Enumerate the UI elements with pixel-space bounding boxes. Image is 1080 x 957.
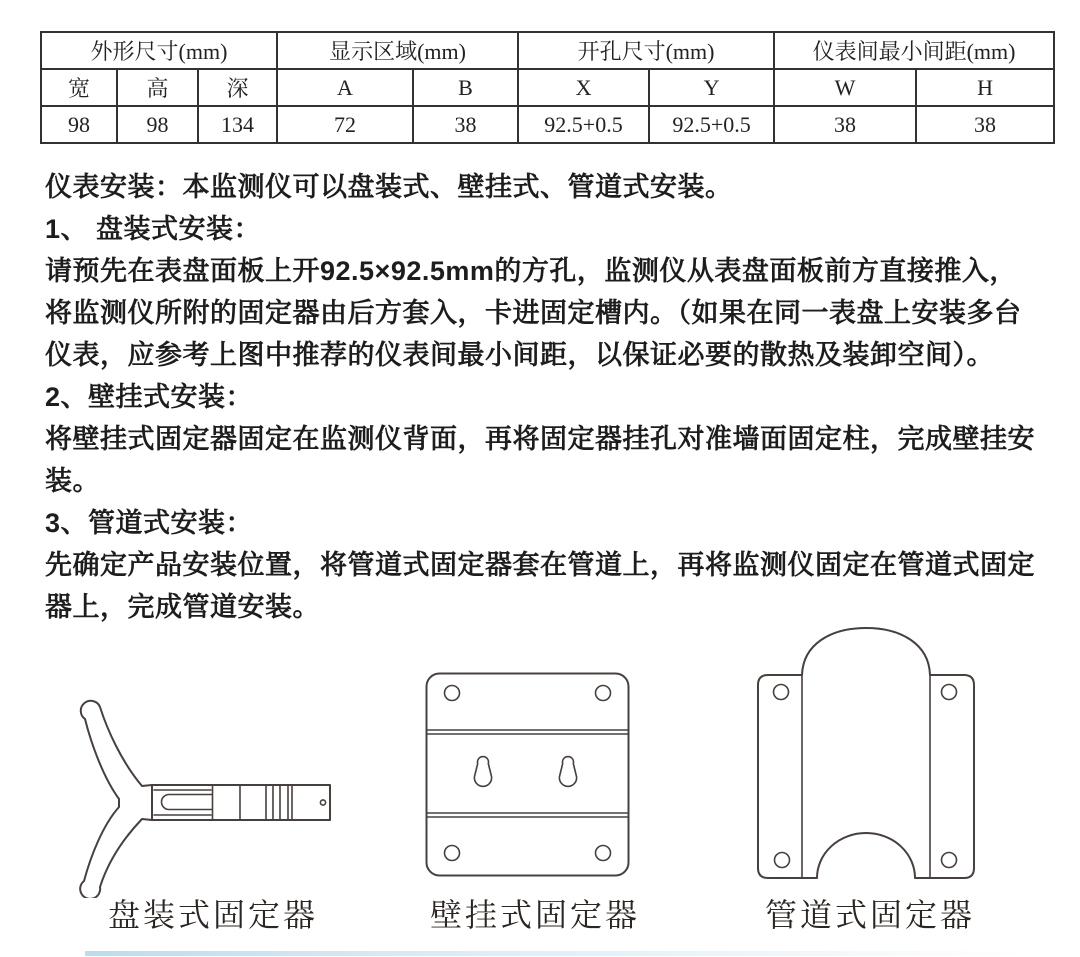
pipe-mount-fixer-drawing	[756, 620, 976, 880]
instruction-line: 请预先在表盘面板上开92.5×92.5mm的方孔，监测仪从表盘面板前方直接推入，	[45, 256, 1017, 286]
instruction-line: 仪表，应参考上图中推荐的仪表间最小间距，以保证必要的散热及装卸空间）。	[45, 340, 994, 370]
table-group-header-row	[41, 32, 1054, 69]
instruction-line: 3、管道式安装：	[45, 508, 254, 538]
group-header-min-spacing: 仪表间最小间距(mm)	[774, 32, 1054, 69]
col-header-a: A	[277, 69, 413, 106]
col-header-height: 高	[117, 69, 198, 106]
table-values-row	[41, 106, 1054, 143]
col-header-y: Y	[649, 69, 774, 106]
instruction-line: 仪表安装：本监测仪可以盘装式、壁挂式、管道式安装。	[45, 172, 733, 202]
panel-mount-fixer-drawing	[55, 693, 340, 898]
group-header-outline-size: 外形尺寸(mm)	[41, 32, 277, 69]
value-depth: 134	[198, 106, 277, 143]
instruction-line: 将监测仪所附的固定器由后方套入，卡进固定槽内。（如果在同一表盘上安装多台	[45, 298, 1022, 328]
value-height: 98	[117, 106, 198, 143]
pipe-mount-fixer-figure	[756, 620, 976, 880]
spec-table	[40, 31, 1055, 144]
col-header-b: B	[413, 69, 518, 106]
figure-label: 壁挂式固定器	[429, 897, 641, 933]
instruction-line: 将壁挂式固定器固定在监测仪背面，再将固定器挂孔对准墙面固定柱，完成壁挂安	[45, 424, 1035, 454]
table-subheader-row	[41, 69, 1054, 106]
value-w: 38	[774, 106, 916, 143]
panel-mount-fixer-figure	[55, 693, 340, 898]
value-x: 92.5+0.5	[518, 106, 649, 143]
col-header-x: X	[518, 69, 649, 106]
bottom-gradient-strip	[85, 951, 1080, 956]
value-h: 38	[916, 106, 1054, 143]
installation-instructions	[45, 166, 1057, 628]
col-header-h: H	[916, 69, 1054, 106]
col-header-w: W	[774, 69, 916, 106]
instruction-line: 先确定产品安装位置，将管道式固定器套在管道上，再将监测仪固定在管道式固定	[45, 550, 1035, 580]
group-header-display-area: 显示区域(mm)	[277, 32, 518, 69]
value-a: 72	[277, 106, 413, 143]
instruction-line: 器上，完成管道安装。	[45, 592, 320, 622]
instruction-line: 装。	[45, 466, 100, 496]
wall-mount-fixer-drawing	[425, 672, 630, 877]
wall-mount-fixer-figure	[425, 672, 630, 877]
value-width: 98	[41, 106, 117, 143]
col-header-depth: 深	[198, 69, 277, 106]
group-header-cutout-size: 开孔尺寸(mm)	[518, 32, 774, 69]
instruction-line: 2、壁挂式安装：	[45, 382, 254, 412]
value-b: 38	[413, 106, 518, 143]
col-header-width: 宽	[41, 69, 117, 106]
figure-label: 盘装式固定器	[107, 897, 319, 933]
figure-label: 管道式固定器	[764, 897, 976, 933]
value-y: 92.5+0.5	[649, 106, 774, 143]
instruction-line: 1、 盘装式安装：	[45, 214, 262, 244]
